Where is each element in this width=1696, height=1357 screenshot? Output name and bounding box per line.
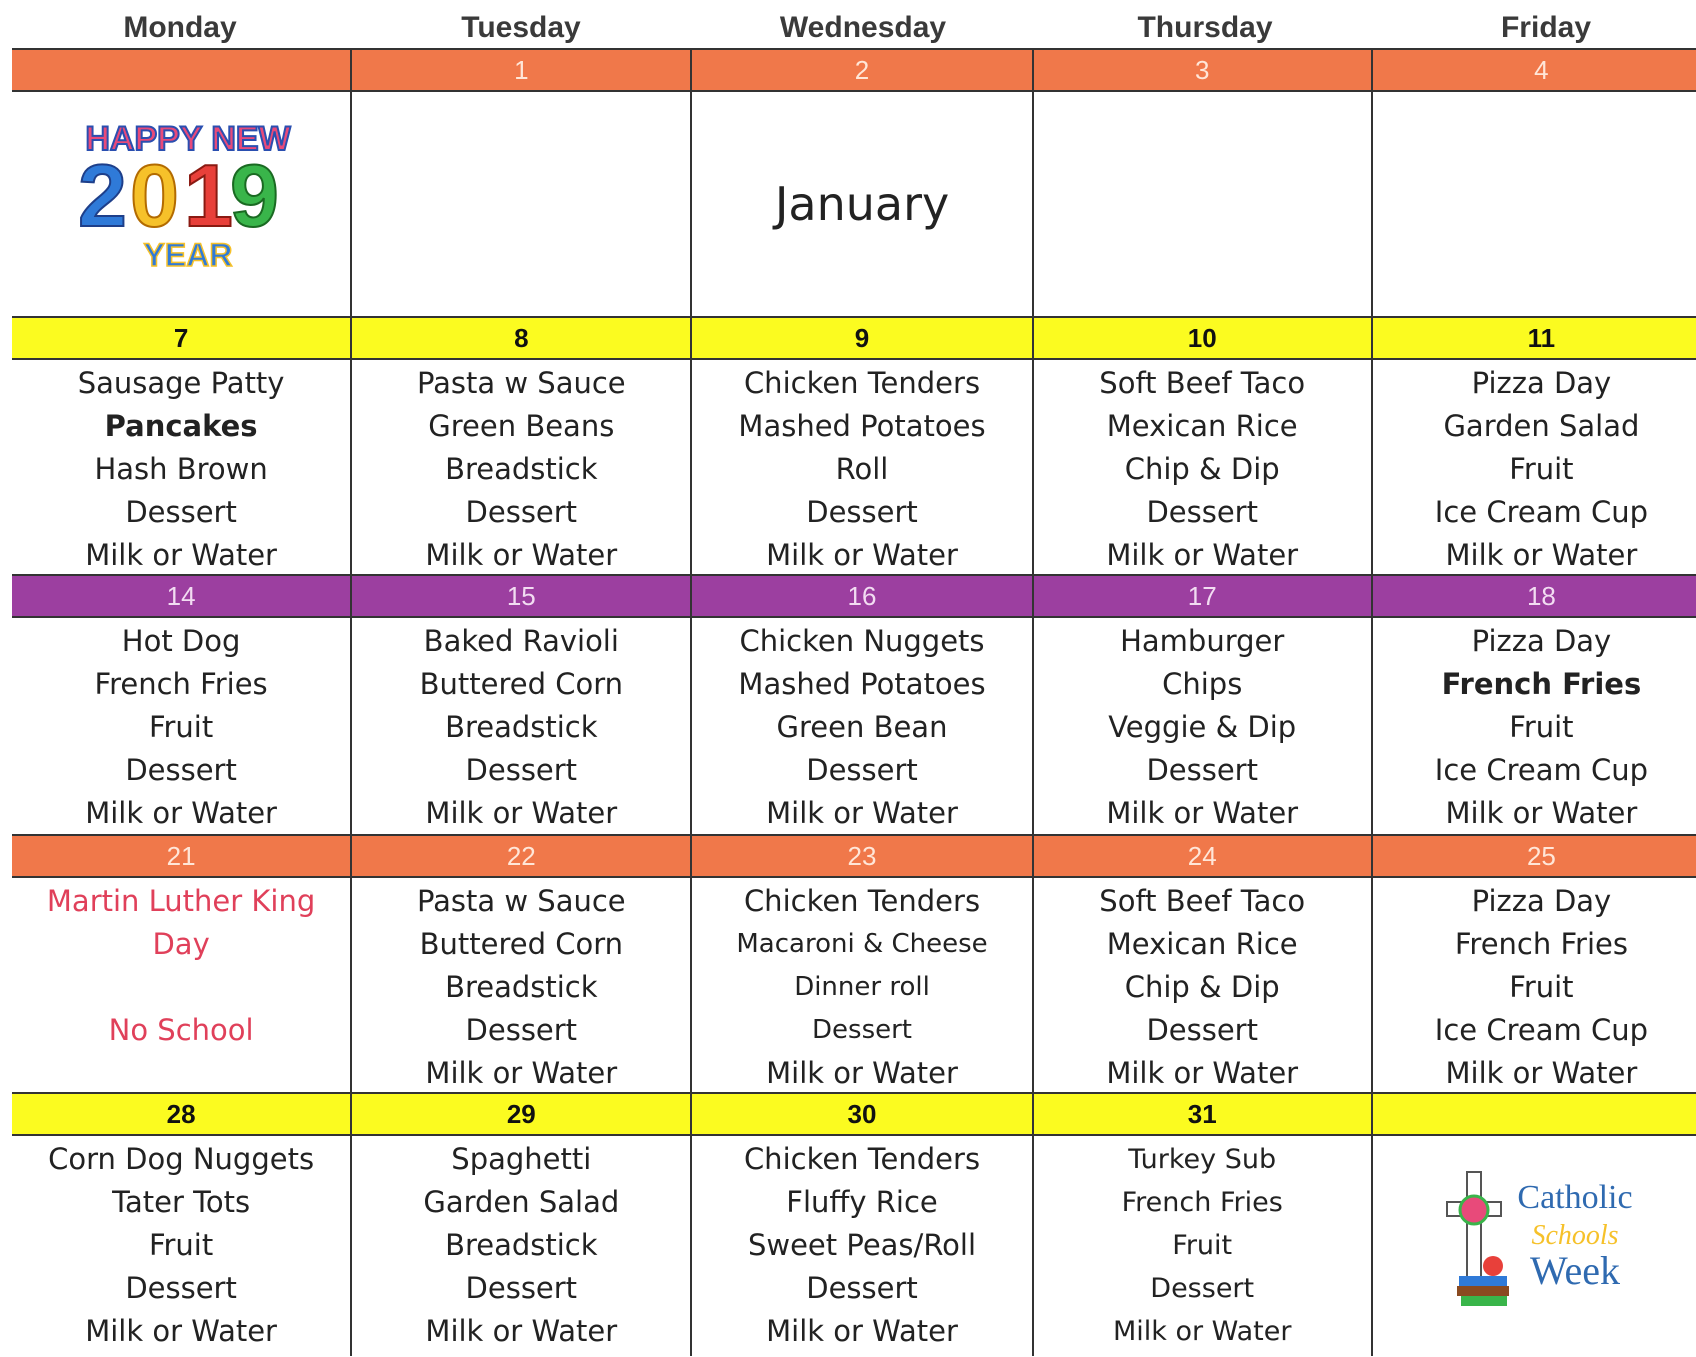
menu-item: Ice Cream Cup <box>1434 1013 1649 1047</box>
menu-item: Sweet Peas/Roll <box>747 1228 977 1262</box>
date-cell: 7 <box>12 316 352 358</box>
week-3-body <box>12 616 1696 834</box>
menu-cell <box>1373 358 1696 576</box>
menu-item: French Fries <box>1441 667 1642 701</box>
menu-cell <box>1034 1134 1373 1356</box>
date-cell: 1 <box>352 48 692 90</box>
menu-item: French Fries <box>1121 1187 1283 1218</box>
menu-item: Chip & Dip <box>1124 970 1280 1004</box>
menu-item: Hot Dog <box>121 624 241 658</box>
menu-item: Chips <box>1162 667 1243 701</box>
weekday-header-friday: Friday <box>1500 11 1592 44</box>
menu-item: Tater Tots <box>112 1185 251 1219</box>
menu-item: Pasta w Sauce <box>416 366 626 400</box>
menu-cell <box>1373 876 1696 1092</box>
menu-item: Baked Ravioli <box>423 624 619 658</box>
menu-item: Sausage Patty <box>77 366 285 400</box>
weekday-header-thursday: Thursday <box>1137 11 1273 44</box>
menu-item: Milk or Water <box>1445 796 1638 830</box>
menu-item: Dessert <box>465 1013 578 1047</box>
menu-item: Milk or Water <box>425 538 618 572</box>
menu-cell <box>352 876 692 1092</box>
date-cell: 16 <box>692 574 1033 616</box>
date-cell: 25 <box>1373 834 1696 876</box>
menu-cell <box>12 358 352 576</box>
menu-item: Fruit <box>148 710 214 744</box>
menu-item: Veggie & Dip <box>1108 710 1297 744</box>
menu-item: Green Beans <box>428 409 615 443</box>
menu-item: Pancakes <box>104 409 258 443</box>
menu-item: Milk or Water <box>766 796 958 830</box>
menu-item: Dessert <box>806 495 918 529</box>
menu-item: Garden Salad <box>423 1185 620 1219</box>
menu-item: Fruit <box>1509 452 1574 486</box>
menu-item: Breadstick <box>445 970 598 1004</box>
menu-item: Fluffy Rice <box>786 1185 938 1219</box>
week-2-body <box>12 358 1696 576</box>
svg-text:2: 2 <box>78 146 127 245</box>
date-cell: 4 <box>1373 48 1696 90</box>
menu-item: Dessert <box>1150 1273 1255 1304</box>
menu-item: Fruit <box>1172 1230 1233 1261</box>
menu-item: Milk or Water <box>766 1056 958 1090</box>
svg-text:Catholic: Catholic <box>1517 1179 1633 1216</box>
menu-item: Milk or Water <box>1112 1316 1292 1347</box>
date-cell: 3 <box>1034 48 1373 90</box>
date-cell: 21 <box>12 834 352 876</box>
week-1-date-band <box>12 48 1696 90</box>
menu-item: Milk or Water <box>1106 538 1299 572</box>
menu-item: Breadstick <box>445 452 598 486</box>
menu-item: Ice Cream Cup <box>1434 753 1649 787</box>
date-cell: 22 <box>352 834 692 876</box>
menu-item: Hamburger <box>1120 624 1285 658</box>
menu-item: Dessert <box>125 495 237 529</box>
menu-item: Mexican Rice <box>1106 927 1298 961</box>
menu-cell <box>1373 616 1696 834</box>
menu-item: Dessert <box>1146 753 1258 787</box>
menu-item: Milk or Water <box>1106 1056 1299 1090</box>
menu-item: Dessert <box>806 1271 918 1305</box>
month-cell <box>692 90 1033 316</box>
date-cell: 14 <box>12 574 352 616</box>
holiday-title: Day <box>152 927 210 961</box>
menu-cell <box>12 616 352 834</box>
menu-item: Milk or Water <box>766 1314 958 1348</box>
week-4-body <box>12 876 1696 1092</box>
menu-item: Fruit <box>148 1228 214 1262</box>
menu-item: Chicken Tenders <box>743 366 981 400</box>
menu-cell <box>692 358 1033 576</box>
happy-new-year-2019-logo <box>58 114 318 274</box>
menu-item: Mashed Potatoes <box>738 409 986 443</box>
menu-item: Dessert <box>125 1271 237 1305</box>
date-cell: 17 <box>1034 574 1373 616</box>
date-cell: 30 <box>692 1092 1033 1134</box>
menu-item: Dessert <box>465 495 578 529</box>
date-cell <box>1373 1092 1696 1134</box>
menu-cell <box>1034 876 1373 1092</box>
menu-item: Chicken Nuggets <box>739 624 985 658</box>
menu-item: Milk or Water <box>425 1056 618 1090</box>
menu-item: Soft Beef Taco <box>1099 884 1306 918</box>
menu-item: Pizza Day <box>1471 366 1612 400</box>
menu-item: Ice Cream Cup <box>1434 495 1649 529</box>
week-5-body <box>12 1134 1696 1356</box>
svg-text:1: 1 <box>184 146 233 245</box>
menu-item: Dessert <box>806 753 918 787</box>
menu-item: Pizza Day <box>1471 884 1612 918</box>
menu-item: Roll <box>835 452 889 486</box>
menu-item: Pasta w Sauce <box>416 884 626 918</box>
date-cell: 10 <box>1034 316 1373 358</box>
week-4-date-band <box>12 834 1696 876</box>
menu-item: Milk or Water <box>766 538 958 572</box>
menu-item: Milk or Water <box>1106 796 1299 830</box>
menu-item: Buttered Corn <box>419 927 623 961</box>
empty-cell <box>352 90 692 316</box>
menu-item: Turkey Sub <box>1128 1144 1277 1175</box>
weekday-header-tuesday: Tuesday <box>461 11 581 44</box>
apple-icon <box>1483 1256 1503 1276</box>
menu-item: Hash Brown <box>94 452 268 486</box>
date-cell: 11 <box>1373 316 1696 358</box>
date-cell: 23 <box>692 834 1033 876</box>
date-cell: 8 <box>352 316 692 358</box>
week-1-body <box>12 90 1696 316</box>
svg-text:HAPPY NEW: HAPPY NEW <box>85 120 291 158</box>
menu-item: French Fries <box>94 667 268 701</box>
menu-cell <box>1034 358 1373 576</box>
menu-item: Buttered Corn <box>419 667 623 701</box>
date-cell <box>12 48 352 90</box>
menu-item: Chicken Tenders <box>743 884 981 918</box>
menu-item: Dessert <box>1146 1013 1258 1047</box>
empty-cell <box>1373 90 1696 316</box>
menu-item: Milk or Water <box>1445 1056 1638 1090</box>
date-cell: 18 <box>1373 574 1696 616</box>
date-cell: 15 <box>352 574 692 616</box>
menu-cell <box>692 616 1033 834</box>
menu-item: Milk or Water <box>85 538 277 572</box>
menu-item: Breadstick <box>445 1228 598 1262</box>
menu-item: Milk or Water <box>425 1314 618 1348</box>
date-cell: 2 <box>692 48 1033 90</box>
menu-item: Dinner roll <box>794 972 930 1002</box>
menu-item: Mashed Potatoes <box>738 667 986 701</box>
menu-item: Fruit <box>1509 970 1574 1004</box>
menu-item: Milk or Water <box>425 796 618 830</box>
menu-item: Dessert <box>125 753 237 787</box>
no-school-note: No School <box>108 1013 254 1047</box>
menu-cell <box>1034 616 1373 834</box>
menu-item: Milk or Water <box>1445 538 1638 572</box>
date-cell: 31 <box>1034 1092 1373 1134</box>
date-cell: 29 <box>352 1092 692 1134</box>
svg-text:0: 0 <box>130 146 179 245</box>
menu-item: Chip & Dip <box>1124 452 1280 486</box>
menu-item: Soft Beef Taco <box>1099 366 1306 400</box>
svg-text:Week: Week <box>1529 1248 1620 1293</box>
svg-text:9: 9 <box>230 146 279 245</box>
catholic-schools-week-logo <box>1443 1166 1643 1316</box>
month-title: January <box>774 177 950 231</box>
empty-cell <box>1034 90 1373 316</box>
menu-cell <box>352 616 692 834</box>
menu-item: Corn Dog Nuggets <box>48 1142 315 1176</box>
week-3-date-band <box>12 574 1696 616</box>
weekday-header-wednesday: Wednesday <box>779 11 947 44</box>
menu-item: Milk or Water <box>85 796 277 830</box>
menu-item <box>12 966 350 1009</box>
date-cell: 24 <box>1034 834 1373 876</box>
menu-item: Breadstick <box>445 710 598 744</box>
menu-item: Pizza Day <box>1471 624 1612 658</box>
holiday-title: Martin Luther King <box>46 884 316 918</box>
week-5-date-band <box>12 1092 1696 1134</box>
date-cell: 28 <box>12 1092 352 1134</box>
menu-cell <box>352 1134 692 1356</box>
date-cell: 9 <box>692 316 1033 358</box>
menu-cell <box>692 1134 1033 1356</box>
holiday-cell <box>12 876 352 1092</box>
menu-item: Fruit <box>1509 710 1574 744</box>
menu-item: Mexican Rice <box>1106 409 1298 443</box>
menu-cell <box>12 1134 352 1356</box>
menu-cell <box>692 876 1033 1092</box>
menu-item: Garden Salad <box>1443 409 1640 443</box>
menu-item: Macaroni & Cheese <box>736 929 988 959</box>
menu-item: Chicken Tenders <box>743 1142 981 1176</box>
menu-item: French Fries <box>1454 927 1628 961</box>
menu-item: Green Bean <box>776 710 948 744</box>
catholic-schools-week-cell <box>1373 1134 1696 1356</box>
menu-item: Dessert <box>812 1015 912 1045</box>
menu-item: Spaghetti <box>451 1142 592 1176</box>
weekday-header-monday: Monday <box>123 11 237 44</box>
svg-text:Schools: Schools <box>1531 1220 1619 1251</box>
menu-item: Milk or Water <box>85 1314 277 1348</box>
week-2-date-band <box>12 316 1696 358</box>
new-year-cell <box>12 90 352 316</box>
menu-item: Dessert <box>465 753 578 787</box>
menu-item: Dessert <box>1146 495 1258 529</box>
cross-icon <box>1467 1172 1481 1282</box>
menu-cell <box>352 358 692 576</box>
svg-text:YEAR: YEAR <box>143 237 233 273</box>
menu-item: Dessert <box>465 1271 578 1305</box>
